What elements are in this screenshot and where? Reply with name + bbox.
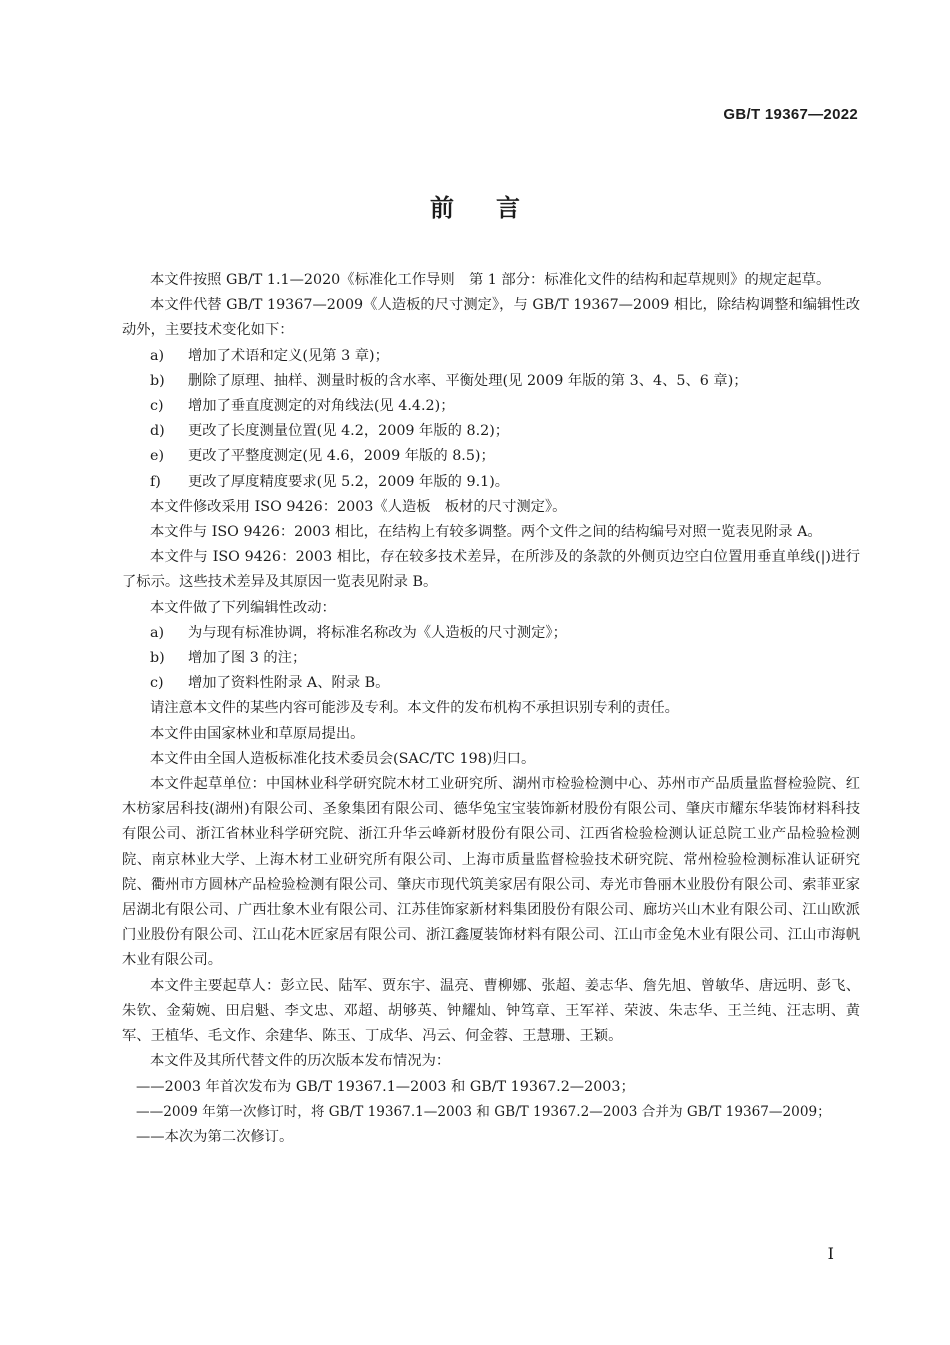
paragraph: 本文件及其所代替文件的历次版本发布情况为： [150,1053,451,1070]
list-marker: f) [150,473,161,490]
list-marker: c) [150,398,164,415]
list-item [122,671,860,696]
list-text: 增加了术语和定义(见第 3 章)； [188,347,389,364]
paragraph: 本文件修改采用 ISO 9426：2003《人造板 板材的尺寸测定》。 [150,498,567,515]
list-text: 更改了厚度精度要求(见 5.2，2009 年版的 9.1)。 [188,473,510,490]
paragraph: 本文件由全国人造板标准化技术委员会(SAC/TC 198)归口。 [150,750,536,767]
list-item [122,646,860,671]
paragraph: 本文件起草单位：中国林业科学研究院木材工业研究所、湖州市检验检测中心、苏州市产品质量监督检验院、红木枋家居科技(湖州)有限公司、圣象集团有限公司、德华兔宝宝装饰新材股份有限公司、肇庆市耀东华装饰材料科技有限公司、浙江省林业科学研究院、浙江升华云峰新材股份有限公司、江西省检验检测认证总院工业产品检验检测院、南京林业大学、上海木材工业研究所有限公司、上海市质量监督检验技术研究院、常州检验检测标准认证研究院、衢州市方圆林产品检验检测有限公司、肇庆市现代筑美家居有限公司、寿光市鲁丽木业股份有限公司、索菲亚家居湖北有限公司、广西壮象木业有限公司、江苏佳饰家新材料集团股份有限公司、廊坊兴山木业有限公司、江山欧派门业股份有限公司、江山花木匠家居有限公司、浙江鑫厦装饰材料有限公司、江山市金兔木业有限公司、江山市海帆木业有限公司。 [122,776,860,969]
history-item: ——2003 年首次发布为 GB/T 19367.1—2003 和 GB/T 19367.2—2003； [136,1078,635,1095]
list-item [122,419,860,444]
paragraph: 请注意本文件的某些内容可能涉及专利。本文件的发布机构不承担识别专利的责任。 [150,700,679,717]
list-marker: a) [150,347,165,364]
list-item [122,444,860,469]
paragraph: 本文件由国家林业和草原局提出。 [150,725,365,742]
foreword-body [122,268,860,1150]
list-text: 为与现有标准协调，将标准名称改为《人造板的尺寸测定》； [188,624,567,641]
history-item: ——本次为第二次修订。 [136,1128,294,1145]
list-item [122,394,860,419]
list-item [122,621,860,646]
list-item [122,344,860,369]
list-text: 删除了原理、抽样、测量时板的含水率、平衡处理(见 2009 年版的第 3、4、5、6 章)； [188,372,748,389]
list-item [122,470,860,495]
list-item [122,369,860,394]
paragraph: 本文件与 ISO 9426：2003 相比，存在较多技术差异，在所涉及的条款的外侧页边空白位置用垂直单线(|)进行了标示。这些技术差异及其原因一览表见附录 B。 [122,549,860,591]
list-marker: a) [150,624,165,641]
paragraph: 本文件做了下列编辑性改动： [150,599,336,616]
list-marker: b) [150,650,165,667]
list-text: 更改了长度测量位置(见 4.2，2009 年版的 8.2)； [188,423,510,440]
list-text: 增加了垂直度测定的对角线法(见 4.4.2)； [188,398,455,415]
paragraph: 本文件代替 GB/T 19367—2009《人造板的尺寸测定》，与 GB/T 19367—2009 相比，除结构调整和编辑性改动外，主要技术变化如下： [122,297,860,339]
paragraph: 本文件与 ISO 9426：2003 相比，在结构上有较多调整。两个文件之间的结构编号对照一览表见附录 A。 [150,524,822,541]
list-marker: d) [150,423,165,440]
list-text: 更改了平整度测定(见 4.6，2009 年版的 8.5)； [188,448,495,465]
list-text: 增加了资料性附录 A、附录 B。 [188,675,390,692]
history-item: ——2009 年第一次修订时，将 GB/T 19367.1—2003 和 GB/T 19367.2—2003 合并为 GB/T 19367—2009； [136,1103,831,1120]
list-marker: b) [150,372,165,389]
list-text: 增加了图 3 的注； [188,650,307,667]
standard-code: GB/T 19367—2022 [723,106,858,123]
paragraph: 本文件主要起草人：彭立民、陆军、贾东宇、温亮、曹柳娜、张超、姜志华、詹先旭、曾敏华、唐远明、彭飞、朱钦、金菊婉、田启魁、李文忠、邓超、胡够英、钟耀灿、钟笃章、王军祥、荣波、朱志华、王兰纯、汪志明、黄军、王植华、毛文作、余建华、陈玉、丁成华、冯云、何金蓉、王慧珊、王颖。 [122,977,860,1045]
page-number: I [827,1244,834,1263]
list-marker: e) [150,448,165,465]
page-title: 前言 [430,194,562,222]
paragraph: 本文件按照 GB/T 1.1—2020《标准化工作导则 第 1 部分：标准化文件的结构和起草规则》的规定起草。 [150,272,831,288]
list-marker: c) [150,675,164,692]
